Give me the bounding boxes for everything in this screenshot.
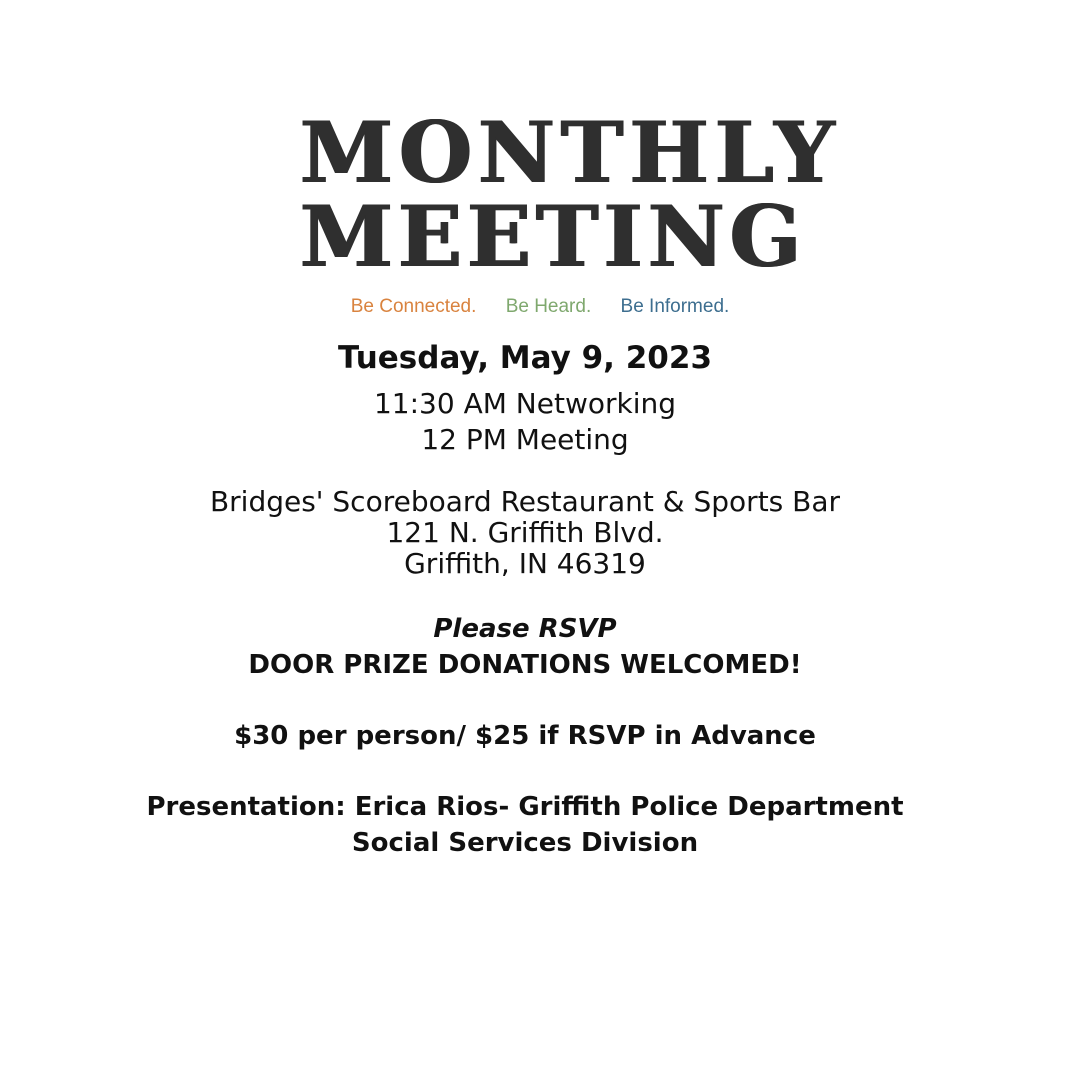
event-details: [0, 336, 1050, 861]
presentation-division: Social Services Division: [351, 828, 699, 858]
logo-line-meeting: MEETING: [300, 187, 807, 286]
venue-city: Griffith, IN 46319: [404, 547, 646, 580]
venue-name: Bridges' Scoreboard Restaurant & Sports Bar: [209, 485, 841, 518]
price-info: $30 per person/ $25 if RSVP in Advance: [234, 721, 816, 751]
tagline-connected: Be Connected.: [350, 296, 477, 317]
monthly-meeting-logo: [300, 103, 841, 320]
presentation-info: [0, 789, 1050, 861]
tagline-heard: Be Heard.: [505, 296, 592, 317]
event-date: Tuesday, May 9, 2023: [337, 340, 713, 376]
tagline: [300, 296, 780, 318]
door-prize-note: DOOR PRIZE DONATIONS WELCOMED!: [248, 650, 802, 680]
tagline-informed: Be Informed.: [620, 296, 730, 317]
presentation-speaker: Presentation: Erica Rios- Griffith Police Department: [146, 792, 904, 822]
event-venue: [0, 486, 1050, 579]
rsvp-note: Please RSVP: [433, 614, 617, 644]
networking-time: 11:30 AM Networking: [373, 387, 676, 420]
meeting-time: 12 PM Meeting: [421, 423, 629, 456]
event-times: [0, 386, 1050, 458]
venue-street: 121 N. Griffith Blvd.: [386, 516, 664, 549]
logo-line-monthly: MONTHLY: [300, 103, 841, 202]
